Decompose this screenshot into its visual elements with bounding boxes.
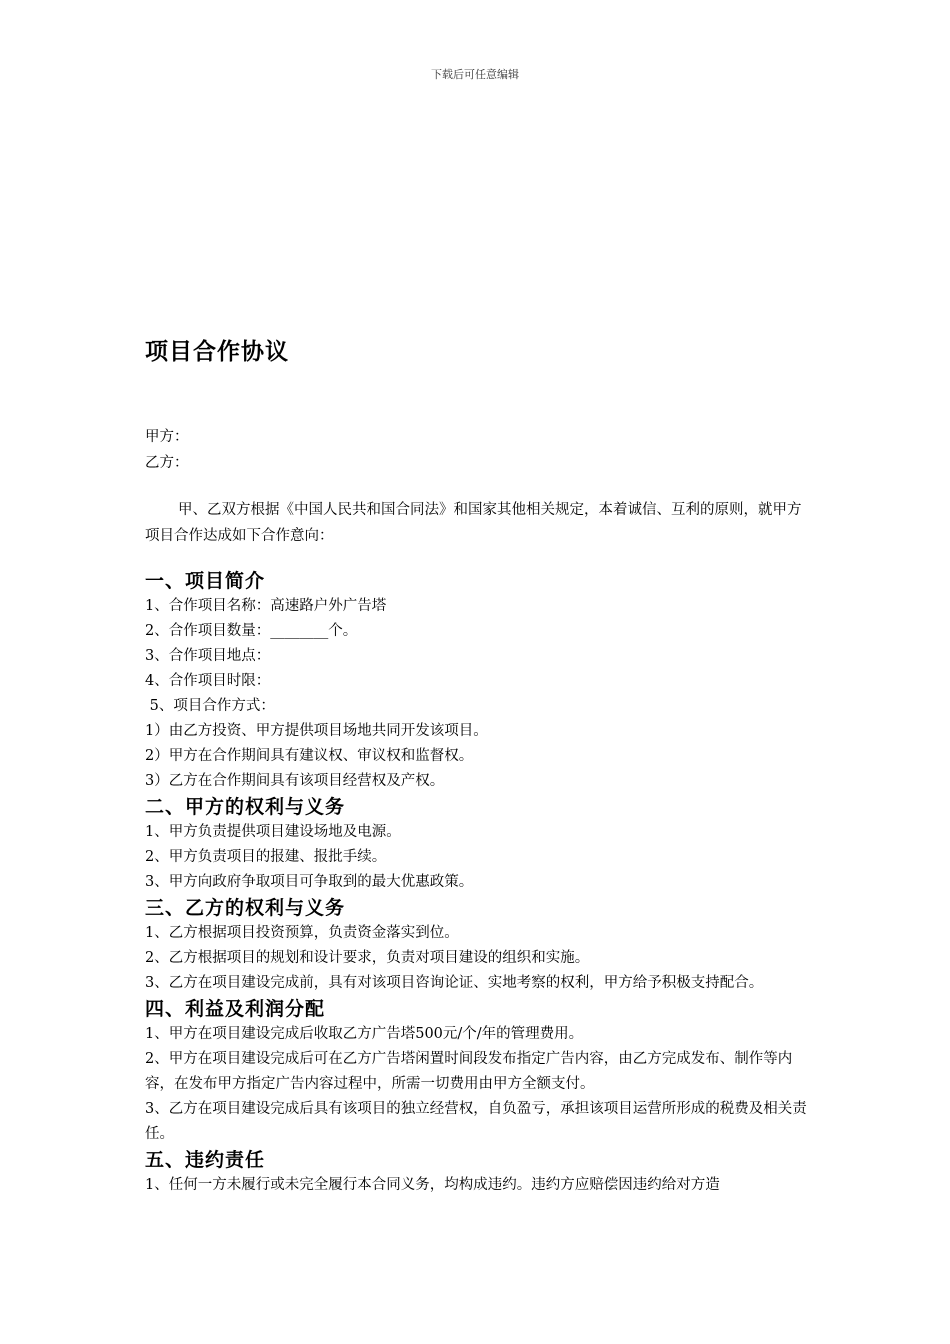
list-item: 2、甲方在项目建设完成后可在乙方广告塔闲置时间段发布指定广告内容，由乙方完成发布、制作等内容，在发布甲方指定广告内容过程中，所需一切费用由甲方全额支付。 xyxy=(145,1051,793,1092)
list-item: 1）由乙方投资、甲方提供项目场地共同开发该项目。 xyxy=(145,723,488,739)
list-item: 2、乙方根据项目的规划和设计要求，负责对项目建设的组织和实施。 xyxy=(145,950,590,966)
document-title: 项目合作协议 xyxy=(145,339,289,365)
list-item: 1、甲方在项目建设完成后收取乙方广告塔500元/个/年的管理费用。 xyxy=(145,1026,584,1042)
document-body xyxy=(145,568,820,1198)
list-item: 5、项目合作方式： xyxy=(145,698,275,714)
page-header: 下载后可任意编辑 xyxy=(431,68,519,81)
list-item: 3、合作项目地点： xyxy=(145,648,271,664)
list-item: 3）乙方在合作期间具有该项目经营权及产权。 xyxy=(145,773,445,789)
list-item: 1、合作项目名称：高速路户外广告塔 xyxy=(145,598,387,614)
list-item: 3、乙方在项目建设完成前，具有对该项目咨询论证、实地考察的权利，甲方给予积极支持配合。 xyxy=(145,975,764,991)
section-heading: 五、违约责任 xyxy=(145,1149,266,1171)
list-item: 3、乙方在项目建设完成后具有该项目的独立经营权，自负盈亏，承担该项目运营所形成的税费及相关责任。 xyxy=(145,1101,807,1142)
list-item: 1、乙方根据项目投资预算，负责资金落实到位。 xyxy=(145,925,459,941)
list-item: 2、合作项目数量：________个。 xyxy=(145,623,358,639)
section-heading: 四、利益及利润分配 xyxy=(145,998,326,1020)
list-item: 4、合作项目时限： xyxy=(145,673,271,689)
section-heading: 三、乙方的权利与义务 xyxy=(145,897,346,919)
list-item: 1、任何一方未履行或未完全履行本合同义务，均构成违约。违约方应赔偿因违约给对方造 xyxy=(145,1177,720,1193)
section-heading: 一、项目简介 xyxy=(145,570,266,592)
intro-paragraph: 甲、乙双方根据《中国人民共和国合同法》和国家其他相关规定，本着诚信、互利的原则，就甲方项目合作达成如下合作意向： xyxy=(145,502,802,544)
party-b-label: 乙方： xyxy=(145,455,189,471)
list-item: 2）甲方在合作期间具有建议权、审议权和监督权。 xyxy=(145,748,474,764)
list-item: 1、甲方负责提供项目建设场地及电源。 xyxy=(145,824,401,840)
list-item: 2、甲方负责项目的报建、报批手续。 xyxy=(145,849,387,865)
party-a-label: 甲方： xyxy=(145,429,189,445)
section-heading: 二、甲方的权利与义务 xyxy=(145,796,346,818)
list-item: 3、甲方向政府争取项目可争取到的最大优惠政策。 xyxy=(145,874,474,890)
